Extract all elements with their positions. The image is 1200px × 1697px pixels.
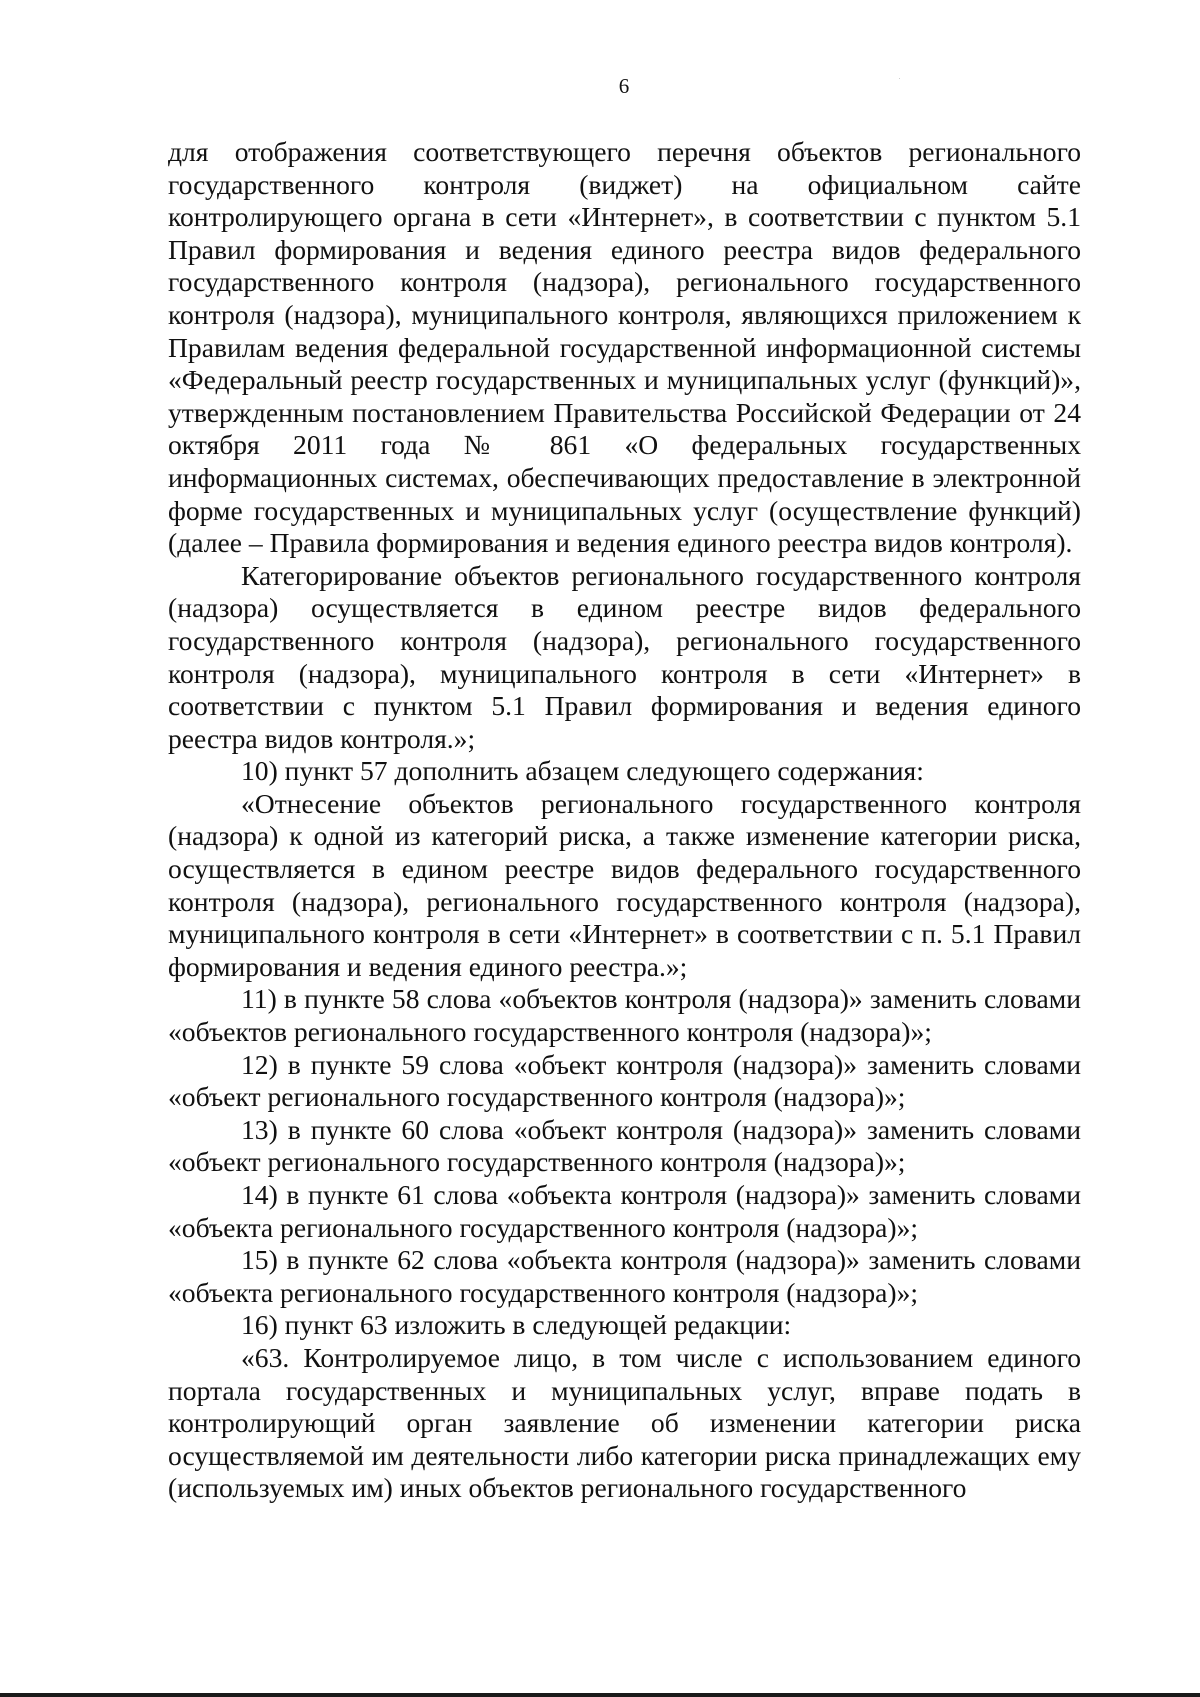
document-body: [168, 136, 1081, 1505]
page-bottom-edge: [0, 1693, 1200, 1697]
paragraph-item-13: 13) в пункте 60 слова «объект контроля (надзора)» заменить словами «объект регионального государственного контроля (надзора)»;: [168, 1113, 1081, 1178]
scan-artifact: [899, 78, 900, 79]
paragraph-continuation: для отображения соответствующего перечня объектов регионального государственного контроля (виджет) на официальном сайте контролирующего органа в сети «Интернет», в соответствии с пунктом 5.1 Правил формирования и ведения единого реестра видов федерального государственного контроля (надзора), регионального государственного контроля (надзора), муниципального контроля, являющихся приложением к Правилам ведения федеральной государственной информационной системы «Федеральный реестр государственных и муниципальных услуг (функций)», утвержденным постановлением Правительства Российской Федерации от 24 октября 2011 года № 861 «О федеральных государственных информационных системах, обеспечивающих предоставление в электронной форме государственных и муниципальных услуг (осуществление функций) (далее – Правила формирования и ведения единого реестра видов контроля).: [168, 136, 1081, 559]
paragraph-item-63: «63. Контролируемое лицо, в том числе с использованием единого портала государственных и муниципальных услуг, вправе подать в контролирующий орган заявление об изменении категории риска осуществляемой им деятельности либо категории риска принадлежащих ему (используемых им) иных объектов регионального государственного: [168, 1341, 1081, 1504]
paragraph-categorization: Категорирование объектов регионального государственного контроля (надзора) осуществляется в едином реестре видов федерального государственного контроля (надзора), регионального государственного контроля (надзора), муниципального контроля в сети «Интернет» в соответствии с пунктом 5.1 Правил формирования и ведения единого реестра видов контроля.»;: [168, 559, 1081, 754]
page-number: 6: [618, 74, 630, 98]
paragraph-item-16: 16) пункт 63 изложить в следующей редакции:: [241, 1309, 792, 1341]
paragraph-risk-assignment: «Отнесение объектов регионального государственного контроля (надзора) к одной из категорий риска, а также изменение категории риска, осуществляется в едином реестре видов федерального государственного контроля (надзора), регионального государственного контроля (надзора), муниципального контроля в сети «Интернет» в соответствии с п. 5.1 Правил формирования и ведения единого реестра.»;: [168, 787, 1081, 982]
paragraph-item-14: 14) в пункте 61 слова «объекта контроля (надзора)» заменить словами «объекта регионального государственного контроля (надзора)»;: [168, 1179, 1081, 1243]
paragraph-item-10: 10) пункт 57 дополнить абзацем следующего содержания:: [241, 755, 924, 787]
paragraph-item-15: 15) в пункте 62 слова «объекта контроля (надзора)» заменить словами «объекта регионального государственного контроля (надзора)»;: [168, 1244, 1081, 1308]
paragraph-item-11: 11) в пункте 58 слова «объектов контроля (надзора)» заменить словами «объектов регионального государственного контроля (надзора)»;: [168, 983, 1081, 1048]
paragraph-item-12: 12) в пункте 59 слова «объект контроля (надзора)» заменить словами «объект регионального государственного контроля (надзора)»;: [168, 1048, 1081, 1113]
